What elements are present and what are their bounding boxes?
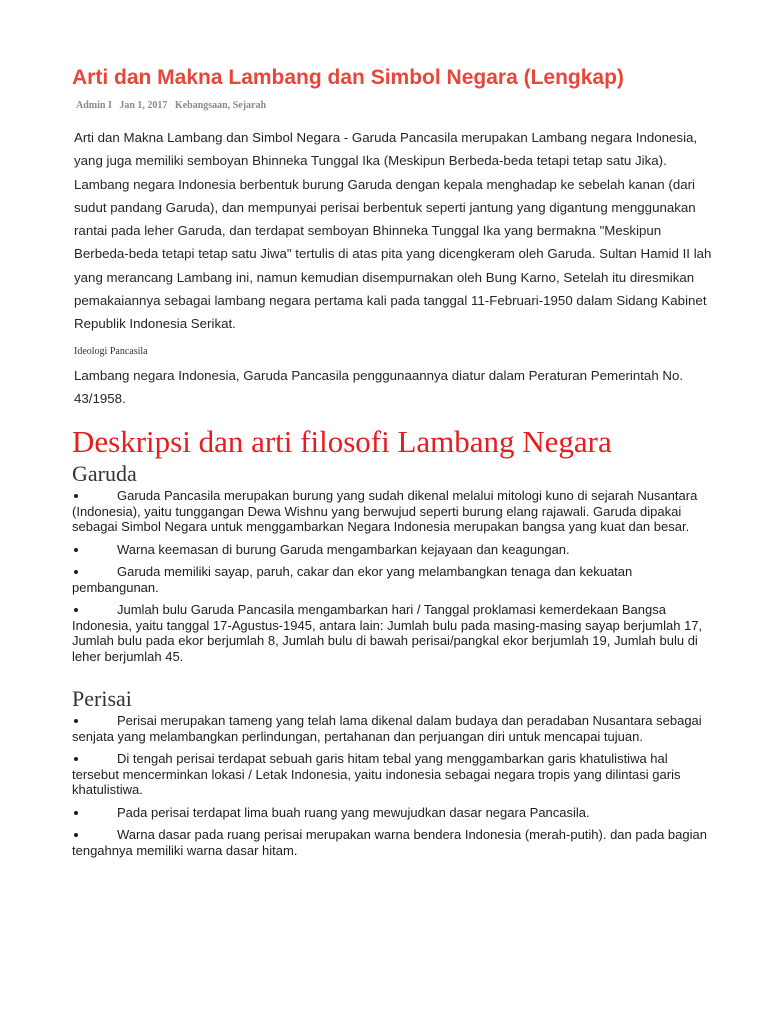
garuda-heading: Garuda bbox=[72, 461, 137, 486]
list-item bbox=[72, 564, 712, 595]
list-item-text: Di tengah perisai terdapat sebuah garis hitam tebal yang menggambarkan garis khatulistiwa hal tersebut mencerminkan lokasi / Letak Indonesia, yaitu indonesia sebagai negara tropis yang dilintasi garis khatulistiwa. bbox=[72, 751, 681, 797]
article-title: Arti dan Makna Lambang dan Simbol Negara (Lengkap) bbox=[72, 66, 624, 89]
list-item-text: Garuda Pancasila merupakan burung yang sudah dikenal melalui mitologi kuno di sejarah Nusantara (Indonesia), yaitu tunggangan Dewa Wishnu yang berwujud seperti burung elang rajawali. Garuda dipakai sebagai Simbol Negara untuk menggambarkan Negara Indonesia merupakan bangsa yang kuat dan besar. bbox=[72, 488, 698, 534]
article-meta bbox=[76, 100, 271, 111]
list-item bbox=[72, 827, 712, 858]
bullet-icon bbox=[74, 757, 78, 761]
list-item-text: Garuda memiliki sayap, paruh, cakar dan ekor yang melambangkan tenaga dan kekuatan pembangunan. bbox=[72, 564, 633, 595]
intro-paragraph: Arti dan Makna Lambang dan Simbol Negara - Garuda Pancasila merupakan Lambang negara Indonesia, yang juga memiliki semboyan Bhinneka Tunggal Ika (Meskipun Berbeda-beda tetapi tetap satu Jika). Lambang negara Indonesia berbentuk burung Garuda dengan kepala menghadap ke sebelah kanan (dari sudut pandang Garuda), dan mempunyai perisai berbentuk seperti jantung yang digantung menggunakan rantai pada leher Garuda, dan terdapat semboyan Bhinneka Tunggal Ika yang bermakna "Meskipun Berbeda-beda tetapi tetap satu Jiwa" tertulis di atas pita yang dicengkeram oleh Garuda. Sultan Hamid II lah yang merancang Lambang ini, namun kemudian disempurnakan oleh Bung Karno, Setelah itu diresmikan pemakaiannya sebagai lambang negara pertama kali pada tanggal 11-Februari-1950 dalam Sidang Kabinet Republik Indonesia Serikat. bbox=[74, 130, 712, 332]
list-item-text: Warna keemasan di burung Garuda mengambarkan kejayaan dan keagungan. bbox=[117, 541, 570, 557]
meta-date: Jan 1, 2017 bbox=[119, 100, 168, 111]
bullet-icon bbox=[74, 608, 78, 612]
list-item bbox=[72, 805, 712, 821]
list-item bbox=[72, 488, 712, 535]
list-item bbox=[72, 542, 712, 558]
meta-author[interactable]: Admin I bbox=[76, 100, 112, 111]
bullet-icon bbox=[74, 570, 78, 574]
list-item-text: Perisai merupakan tameng yang telah lama dikenal dalam budaya dan peradaban Nusantara sebagai senjata yang melambangkan perlindungan, pertahanan dan perjuangan diri untuk mencapai tujuan. bbox=[72, 713, 702, 744]
section-heading: Deskripsi dan arti filosofi Lambang Negara bbox=[72, 424, 612, 459]
list-item bbox=[72, 713, 712, 744]
bullet-icon bbox=[74, 811, 78, 815]
list-item-text: Pada perisai terdapat lima buah ruang yang mewujudkan dasar negara Pancasila. bbox=[117, 804, 590, 820]
list-item-text: Warna dasar pada ruang perisai merupakan warna bendera Indonesia (merah-putih). dan pada bagian tengahnya memiliki warna dasar hitam. bbox=[72, 827, 707, 858]
bullet-icon bbox=[74, 548, 78, 552]
garuda-list bbox=[72, 488, 712, 671]
meta-categories[interactable]: Kebangsaan, Sejarah bbox=[174, 100, 267, 111]
list-item-text: Jumlah bulu Garuda Pancasila mengambarkan hari / Tanggal proklamasi kemerdekaan Bangsa Indonesia, yaitu tanggal 17-Agustus-1945, antara lain: Jumlah bulu pada masing-masing sayap berjumlah 17, Jumlah bulu pada ekor berjumlah 8, Jumlah bulu di bawah perisai/pangkal ekor berjumlah 19, Jumlah bulu di leher berjumlah 45. bbox=[72, 602, 703, 664]
list-item bbox=[72, 602, 712, 664]
regulation-paragraph: Lambang negara Indonesia, Garuda Pancasila penggunaannya diatur dalam Peraturan Pemerintah No. 43/1958. bbox=[74, 368, 684, 406]
perisai-heading: Perisai bbox=[72, 686, 132, 711]
tagline: Ideologi Pancasila bbox=[74, 346, 148, 357]
bullet-icon bbox=[74, 494, 78, 498]
list-item bbox=[72, 751, 712, 798]
bullet-icon bbox=[74, 833, 78, 837]
bullet-icon bbox=[74, 719, 78, 723]
perisai-list bbox=[72, 713, 712, 865]
